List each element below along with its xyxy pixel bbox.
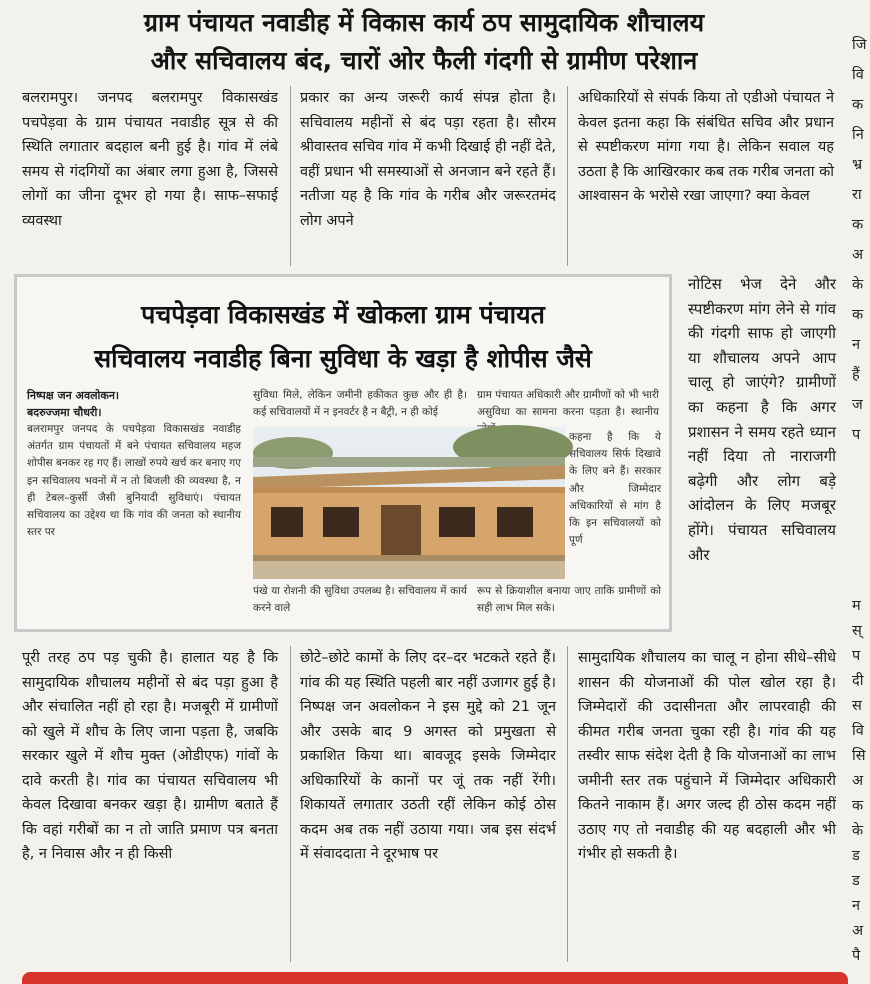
article-col-3-bottom: [578, 646, 836, 964]
inset-paragraph: बलरामपुर जनपद के पचपेड़वा विकासखंड नवाडीह अंतर्गत ग्राम पंचायतों में बने पंचायत सचिवालय महज शोपीस बनकर रह गए हैं। लाखों रुपये खर्च कर बनाए गए इन सचिवालय भवनों में न तो बिजली की व्यवस्था है, न ही टेबल–कुर्सी जैसी बुनियादी सुविधाएं। पंचायत सचिवालय का उद्देश्य था कि गांव की जनता को स्थानीय स्तर पर: [27, 423, 241, 539]
edge-glyph: नि: [852, 127, 864, 143]
inset-col-2-bottom: [253, 583, 467, 623]
article-col-right: [688, 272, 836, 644]
headline-line-1: ग्राम पंचायत नवाडीह में विकास कार्य ठप सामुदायिक शौचालय: [143, 8, 705, 37]
edge-glyph: न: [852, 337, 861, 353]
edge-glyph: म: [852, 598, 861, 614]
article-col-3-top: [578, 86, 834, 269]
inset-col-3-top: [477, 387, 659, 427]
edge-glyph: क: [852, 798, 864, 814]
article-col-1-bottom: [22, 646, 278, 964]
inset-paragraph: कहना है कि ये सचिवालय सिर्फ दिखावे के लिए बने हैं। सरकार और जिम्मेदार अधिकारियों से मांग है कि इन सचिवालयों को पूर्ण: [569, 431, 661, 547]
inset-byline-author: बदरुज्जमा चौधरी।: [27, 406, 102, 419]
inset-col-2-top: [253, 387, 467, 427]
paragraph: सामुदायिक शौचालय का चालू न होना सीधे–सीधे शासन की योजनाओं की पोल खोल रहा है। जिम्मेदारों की उदासीनता और लापरवाही की कीमत गरीब जनता चुका रही है। गांव की यह तस्वीर साफ संदेश देती है कि योजनाओं का लाभ जमीनी स्तर तक पहुंचाने में जिम्मेदार अधिकारी कितने नाकाम हैं। अगर जल्द ही ठोस कदम नहीं उठाए गए तो नवाडीह की यह बदहाली और भी गंभीर हो सकती है।: [578, 650, 836, 862]
paragraph: अधिकारियों से संपर्क किया तो एडीओ पंचायत ने केवल इतना कहा कि संबंधित सचिव और प्रधान से स्पष्टीकरण मांगा गया है। लेकिन सवाल यह उठता है कि आखिरकार कब तक गरीब जनता को आश्वासन के भरोसे रखा जाएगा? क्या केवल: [578, 90, 834, 204]
article-col-1-top: [22, 86, 278, 269]
main-headline: [10, 4, 838, 80]
edge-glyph: वि: [852, 67, 864, 83]
edge-glyph: क: [852, 97, 864, 113]
edge-glyph: हैं: [852, 367, 860, 383]
edge-glyph: भ्र: [852, 157, 863, 173]
adjacent-column-fragment-lower: [852, 594, 870, 969]
inset-headline-1: पचपेड़वा विकासखंड में खोकला ग्राम पंचायत: [141, 300, 545, 329]
paragraph: बलरामपुर। जनपद बलरामपुर विकासखंड पचपेड़वा के ग्राम पंचायत नवाडीह सूत्र से की स्थिति लगातार बदहाल बनी हुई है। गांव में लंबे समय से गंदगियों का अंबार लगा हुआ है, जिससे लोगों का जीना दूभर हो गया है। साफ–सफाई व्यवस्था: [22, 90, 278, 229]
edge-glyph: ज: [852, 397, 863, 413]
paragraph: नोटिस भेज देने और स्पष्टीकरण मांग लेने से गांव की गंदगी साफ हो जाएगी या शौचालय अपने आप चालू हो जाएंगे? ग्रामीणों का कहना है कि अगर प्रशासन ने समय रहते ध्यान नहीं दिया तो नाराजगी बढ़ेगी और लोग बड़े आंदोलन के लिए मजबूर होंगे। पंचायत सचिवालय और: [688, 275, 836, 564]
edge-glyph: दी: [852, 673, 864, 689]
column-divider: [567, 646, 568, 962]
article-col-2-top: [300, 86, 556, 269]
edge-glyph: ड: [852, 848, 860, 864]
inset-col-3-side: [569, 429, 661, 579]
headline-line-2: और सचिवालय बंद, चारों ओर फैली गंदगी से ग्रामीण परेशान: [150, 46, 698, 75]
inset-paragraph: रूप से क्रियाशील बनाया जाए ताकि ग्रामीणों को सही लाभ मिल सके।: [477, 585, 661, 615]
edge-glyph: प: [852, 427, 861, 443]
adjacent-column-fragment: [852, 30, 870, 450]
edge-glyph: जि: [852, 37, 867, 53]
inset-col-3-bottom: [477, 583, 661, 623]
inset-paragraph: ग्राम पंचायत अधिकारी और ग्रामीणों को भी भारी असुविधा का सामना करना पड़ता है। स्थानीय: [477, 389, 659, 419]
paragraph: पूरी तरह ठप पड़ चुकी है। हालात यह है कि सामुदायिक शौचालय महीनों से बंद पड़ा हुआ है और संचालित नहीं हो रहा है। मजबूरी में ग्रामीणों को खुले में शौच के लिए जाना पड़ता है, जबकि सरकार खुले में शौच मुक्त (ओडीएफ) गांवों के दावे करती है। गांव का पंचायत सचिवालय भी केवल दिखावा बनकर खड़ा है। ग्रामीण बताते हैं कि वहां गरीबों का न तो जाति प्रमाण पत्र बनता है, न निवास और न ही किसी: [22, 650, 278, 862]
column-divider: [567, 86, 568, 266]
edge-glyph: रा: [852, 187, 862, 203]
inset-byline-source: निष्पक्ष जन अवलोकन।: [27, 389, 120, 402]
edge-glyph: के: [852, 823, 864, 839]
edge-glyph: क: [852, 307, 864, 323]
secretariat-building-photo: [253, 427, 565, 579]
building-illustration: [253, 427, 565, 579]
edge-glyph: न: [852, 898, 861, 914]
inset-paragraph: सुविधा मिले, लेकिन जमीनी हकीकत कुछ और ही है। कई सचिवालयों में न इनवर्टर है न बैट्री, न ही कोई: [253, 389, 467, 419]
edge-glyph: स्: [852, 623, 862, 639]
edge-glyph: अ: [852, 773, 864, 789]
inset-paragraph: पंखे या रोशनी की सुविधा उपलब्ध है। सचिवालय में कार्य करने वाले: [253, 585, 467, 615]
edge-glyph: सि: [852, 748, 866, 764]
column-divider: [290, 86, 291, 266]
inset-headline-2: सचिवालय नवाडीह बिना सुविधा के खड़ा है शोपीस जैसे: [94, 344, 592, 373]
edge-glyph: ड: [852, 873, 860, 889]
bottom-red-banner: [22, 972, 848, 984]
edge-glyph: प: [852, 648, 861, 664]
article-col-2-bottom: [300, 646, 556, 964]
edge-glyph: अ: [852, 923, 864, 939]
paragraph: छोटे–छोटे कामों के लिए दर–दर भटकते रहते हैं। गांव की यह स्थिति पहली बार नहीं उजागर हुई है। निष्पक्ष जन अवलोकन ने इस मुद्दे को 21 जून और उसके बाद 9 अगस्त को प्रमुखता से प्रकाशित किया था। बावजूद इसके जिम्मेदार अधिकारियों के कानों पर जूं तक नहीं रेंगी। शिकायतें लगातार उठती रहीं लेकिन कोई ठोस कदम अब तक नहीं उठाया गया। जब इस संदर्भ में संवाददाता ने दूरभाष पर: [300, 650, 556, 862]
edge-glyph: वि: [852, 723, 864, 739]
inset-col-1: [27, 387, 241, 623]
edge-glyph: पै: [852, 948, 861, 964]
edge-glyph: अ: [852, 247, 864, 263]
column-divider: [290, 646, 291, 962]
edge-glyph: क: [852, 217, 864, 233]
edge-glyph: के: [852, 277, 864, 293]
inset-article: [14, 274, 672, 632]
edge-glyph: स: [852, 698, 862, 714]
paragraph: प्रकार का अन्य जरूरी कार्य संपन्न होता है। सचिवालय महीनों से बंद पड़ा रहता है। सौरम श्रीवास्तव सचिव गांव में कभी दिखाई ही नहीं देते, वहीं प्रधान भी समस्याओं से अनजान बने रहते हैं। नतीजा यह है कि गांव के गरीब और जरूरतमंद लोग अपने: [300, 90, 556, 229]
